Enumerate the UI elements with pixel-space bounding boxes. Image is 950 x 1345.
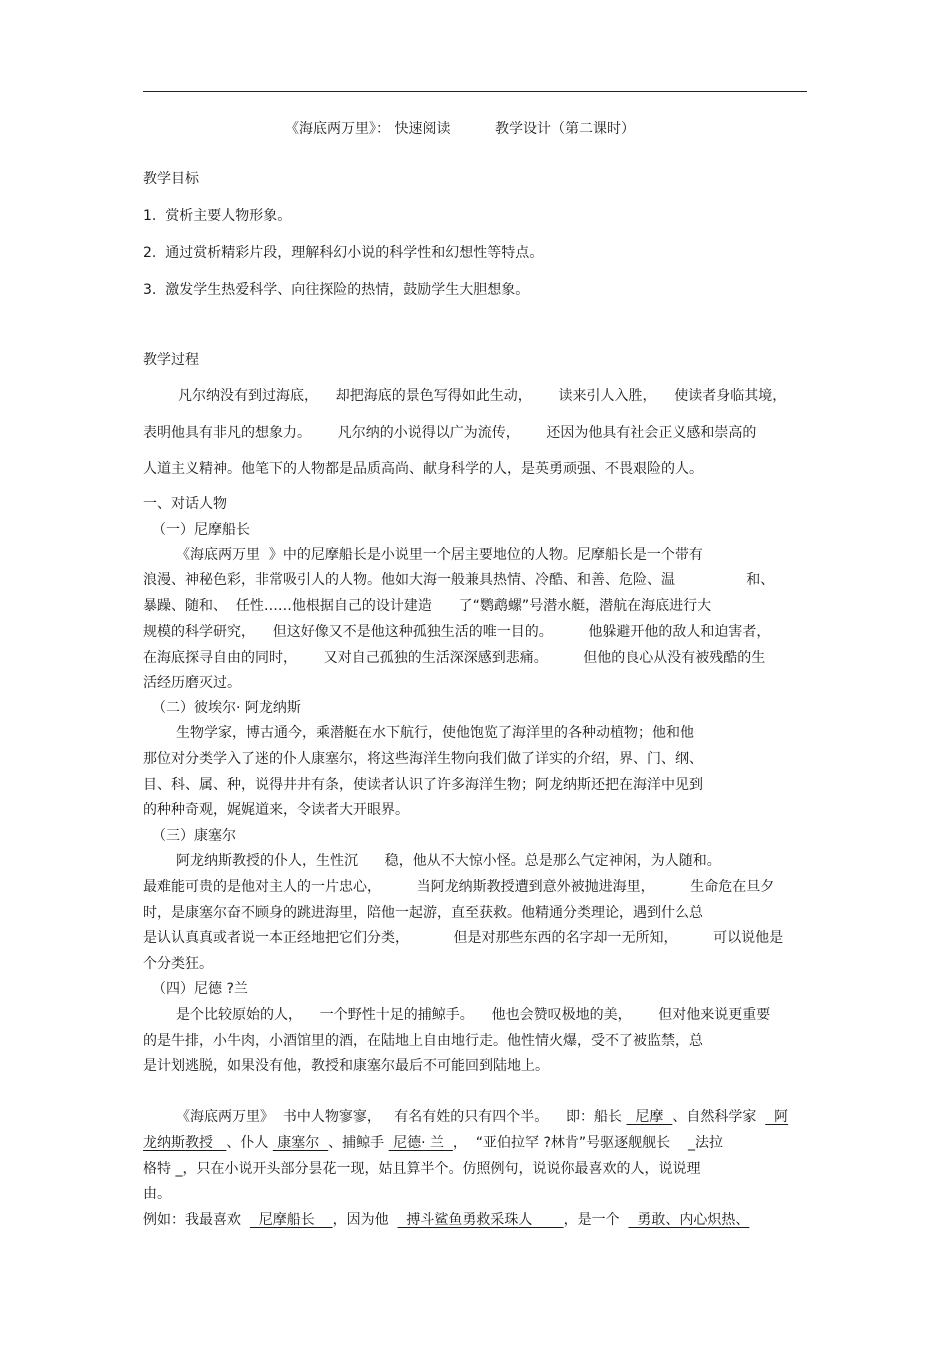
answer-blank: 康塞尔 — [272, 1135, 329, 1151]
subsection-heading: （四）尼德 ?兰 — [152, 981, 248, 997]
intro-line: 表明他具有非凡的想象力。 凡尔纳的小说得以广为流传， 还因为他具有社会正义感和崇高的 — [143, 425, 757, 441]
answer-blank: 勇敢、内心炽热、 — [628, 1212, 750, 1228]
example-text: ，因为他 — [332, 1212, 398, 1228]
exercise-text: 《海底两万里》 书中人物寥寥， 有名有姓的只有四个半。 即：船长 — [176, 1109, 627, 1125]
exercise-text: 、仆人 — [226, 1135, 273, 1151]
paragraph-line: 的种种奇观，娓娓道来，令读者大开眼界。 — [143, 802, 409, 818]
exercise-text: 、捕鲸手 — [328, 1135, 389, 1151]
answer-blank: 尼摩船长 — [249, 1212, 333, 1228]
paragraph-line: 规模的科学研究， 但这好像又不是他这种孤独生活的唯一目的。 他躲避开他的敌人和迫害者， — [143, 624, 771, 640]
paragraph-line: 是认认真真或者说一本正经地把它们分类， 但是对那些东西的名字却一无所知， 可以说他是 — [143, 930, 784, 946]
exercise-line: 格特 _，只在小说开头部分昙花一现，姑且算半个。仿照例句，说说你最喜欢的人，说说理 — [143, 1161, 701, 1177]
paragraph-line: 《海底两万里 》中的尼摩船长是小说里一个居主要地位的人物。尼摩船长是一个带有 — [176, 547, 703, 563]
intro-line: 人道主义精神。他笔下的人物都是品质高尚、献身科学的人，是英勇顽强、不畏艰险的人。 — [143, 461, 703, 477]
subsection-heading: （一）尼摩船长 — [152, 522, 250, 538]
subsection-heading: （二）彼埃尔· 阿龙纳斯 — [152, 700, 301, 716]
goal-item: 3. 激发学生热爱科学、向往探险的热情，鼓励学生大胆想象。 — [143, 282, 530, 298]
goal-item: 2. 通过赏析精彩片段，理解科幻小说的科学性和幻想性等特点。 — [143, 245, 544, 261]
answer-blank: 龙纳斯教授 — [143, 1135, 227, 1151]
subsection-heading: （三）康塞尔 — [152, 828, 236, 844]
paragraph-line: 是计划逃脱，如果没有他，教授和康塞尔最后不可能回到陆地上。 — [143, 1058, 549, 1074]
paragraph-line: 活经历磨灭过。 — [143, 675, 241, 691]
paragraph-line: 最难能可贵的是他对主人的一片忠心， 当阿龙纳斯教授遭到意外被抛进海里， 生命危在旦夕 — [143, 879, 775, 895]
exercise-line: 由。 — [143, 1186, 171, 1202]
answer-blank: _ — [687, 1135, 695, 1151]
paragraph-line: 生物学家，博古通今，乘潜艇在水下航行，使他饱览了海洋里的各种动植物；他和他 — [176, 725, 694, 741]
paragraph-line: 在海底探寻自由的同时， 又对自己孤独的生活深深感到悲痛。 但他的良心从没有被残酷的生 — [143, 650, 766, 666]
example-text: ，是一个 — [563, 1212, 629, 1228]
process-heading: 教学过程 — [143, 352, 199, 368]
exercise-line — [176, 1109, 788, 1125]
example-text: 例如：我最喜欢 — [143, 1212, 250, 1228]
exercise-text: 法拉 — [694, 1135, 723, 1151]
page-title: 《海底两万里》： 快速阅读 教学设计（第二课时） — [285, 121, 635, 137]
header-rule — [143, 91, 807, 92]
paragraph-line: 暴躁、随和、 任性……他根据自己的设计建造 了“鹦鹉螺”号潜水艇，潜航在海底进行大 — [143, 598, 712, 614]
paragraph-line: 那位对分类学入了迷的仆人康塞尔，将这些海洋生物向我们做了详实的介绍，界、门、纲、 — [143, 751, 703, 767]
answer-blank: 尼德· 兰 — [388, 1135, 453, 1151]
goals-heading: 教学目标 — [143, 171, 199, 187]
section-heading: 一、对话人物 — [143, 496, 227, 512]
exercise-text: 、自然科学家 — [672, 1109, 766, 1125]
paragraph-line: 的是牛排，小牛肉，小酒馆里的酒，在陆地上自由地行走。他性情火爆，受不了被监禁，总 — [143, 1033, 703, 1049]
paragraph-line: 阿龙纳斯教授的仆人，生性沉 稳，他从不大惊小怪。总是那么气定神闲，为人随和。 — [176, 853, 721, 869]
answer-blank: 搏斗鲨鱼勇救采珠人 — [397, 1212, 564, 1228]
paragraph-line: 时，是康塞尔奋不顾身的跳进海里，陪他一起游，直至获救。他精通分类理论，遇到什么总 — [143, 905, 703, 921]
exercise-line — [143, 1135, 723, 1151]
answer-blank: 阿 — [765, 1109, 789, 1125]
paragraph-line: 浪漫、神秘色彩，非常吸引人的人物。他如大海一般兼具热情、冷酷、和善、危险、温 和、 — [143, 572, 775, 588]
intro-line: 凡尔纳没有到过海底， 却把海底的景色写得如此生动， 读来引人入胜， 使读者身临其境， — [178, 388, 787, 404]
paragraph-line: 目、科、属、种，说得井井有条，使读者认识了许多海洋生物；阿龙纳斯还把在海洋中见到 — [143, 777, 703, 793]
answer-blank: 尼摩 — [626, 1109, 673, 1125]
exercise-text: ， “亚伯拉罕 ?林肯”号驱逐舰舰长 — [452, 1135, 688, 1151]
paragraph-line: 是个比较原始的人， 一个野性十足的捕鲸手。 他也会赞叹极地的美， 但对他来说更重要 — [176, 1007, 771, 1023]
goal-item: 1. 赏析主要人物形象。 — [143, 208, 292, 224]
example-line — [143, 1212, 749, 1228]
paragraph-line: 个分类狂。 — [143, 956, 213, 972]
